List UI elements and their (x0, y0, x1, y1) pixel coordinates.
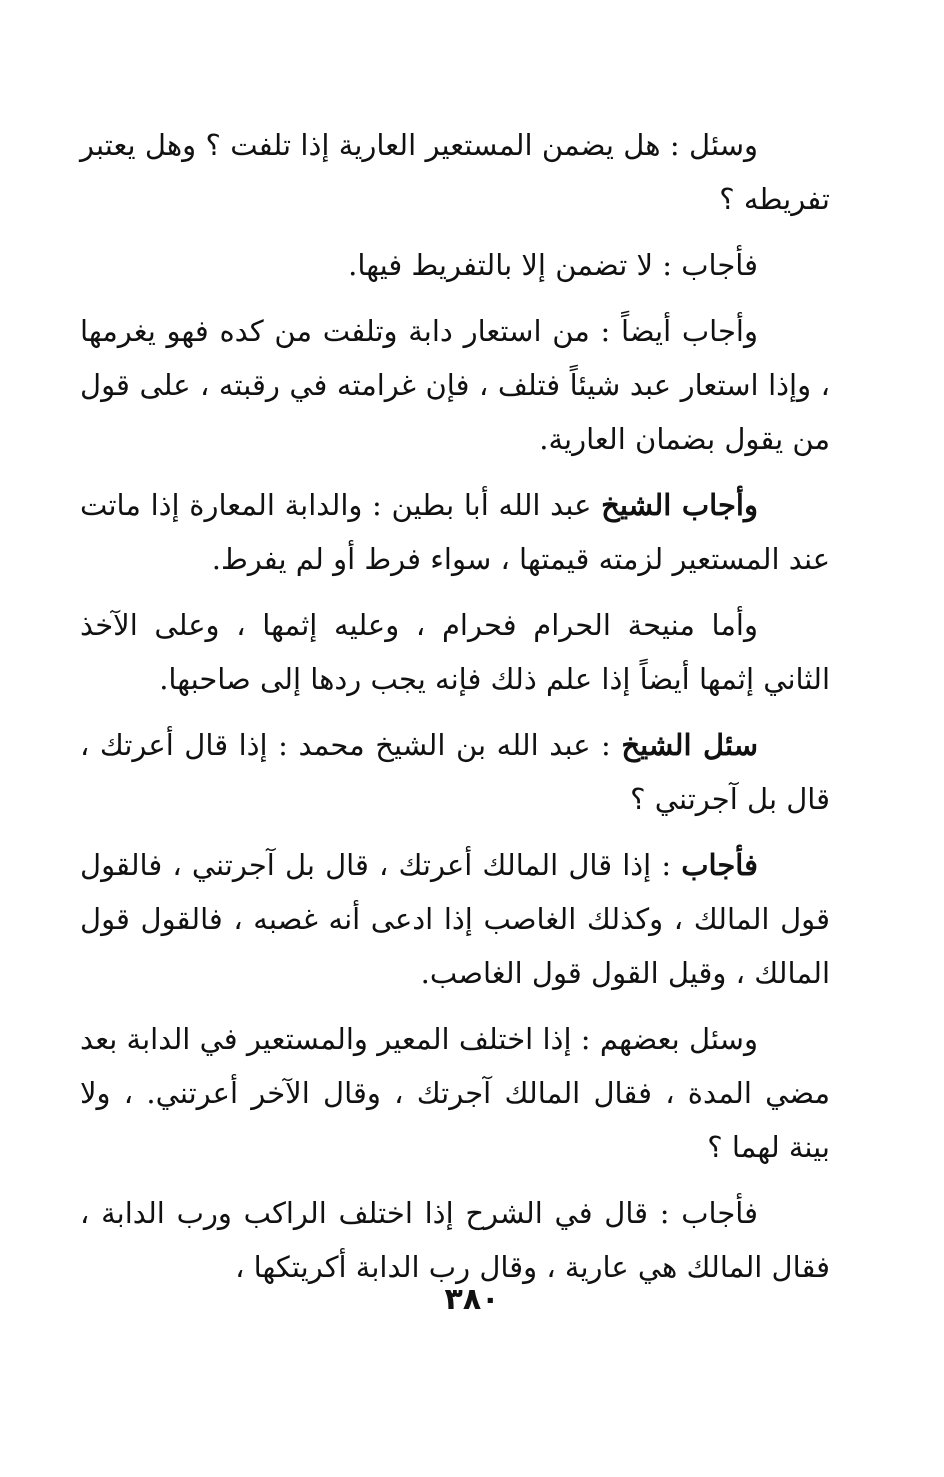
paragraph-lead: وأجاب الشيخ (601, 488, 758, 522)
paragraph-7 (80, 838, 830, 1000)
paragraph-4 (80, 478, 830, 586)
paragraph-3 (80, 304, 830, 466)
paragraph-8 (80, 1012, 830, 1174)
paragraph-text: : إذا قال المالك أعرتك ، قال بل آجرتني ، فالقول قول المالك ، وكذلك الغاصب إذا ادعى أنه غصبه ، فالقول قول المالك ، وقيل القول قول الغاصب. (80, 848, 830, 990)
paragraph-text: فأجاب : قال في الشرح إذا اختلف الراكب ورب الدابة ، فقال المالك هي عارية ، وقال رب الدابة أكريتكها ، (80, 1196, 830, 1284)
page-number: ٣٨٠ (444, 1282, 500, 1317)
paragraph-2 (80, 238, 830, 292)
paragraph-5 (80, 598, 830, 706)
paragraph-text: وأما منيحة الحرام فحرام ، وعليه إثمها ، وعلى الآخذ الثاني إثمها أيضاً إذا علم ذلك فإنه يجب ردها إلى صاحبها. (80, 608, 830, 696)
paragraph-1 (80, 118, 830, 226)
paragraph-text: عبد الله أبا بطين : والدابة المعارة إذا ماتت عند المستعير لزمته قيمتها ، سواء فرط أو لم يفرط. (80, 488, 830, 576)
paragraph-lead: سئل الشيخ (621, 728, 758, 762)
paragraph-6 (80, 718, 830, 826)
page-body (80, 118, 830, 1306)
paragraph-text: : عبد الله بن الشيخ محمد : إذا قال أعرتك ، قال بل آجرتني ؟ (80, 728, 830, 816)
paragraph-text: وأجاب أيضاً : من استعار دابة وتلفت من كده فهو يغرمها ، وإذا استعار عبد شيئاً فتلف ، فإن غرامته في رقبته ، على قول من يقول بضمان العارية. (80, 314, 830, 456)
paragraph-lead: فأجاب (681, 848, 758, 882)
paragraph-9 (80, 1186, 830, 1294)
paragraph-text: فأجاب : لا تضمن إلا بالتفريط فيها. (348, 248, 758, 282)
paragraph-text: وسئل بعضهم : إذا اختلف المعير والمستعير في الدابة بعد مضي المدة ، فقال المالك آجرتك ، وقال الآخر أعرتني. ، ولا بينة لهما ؟ (80, 1022, 830, 1164)
paragraph-text: وسئل : هل يضمن المستعير العارية إذا تلفت ؟ وهل يعتبر تفريطه ؟ (80, 128, 830, 216)
